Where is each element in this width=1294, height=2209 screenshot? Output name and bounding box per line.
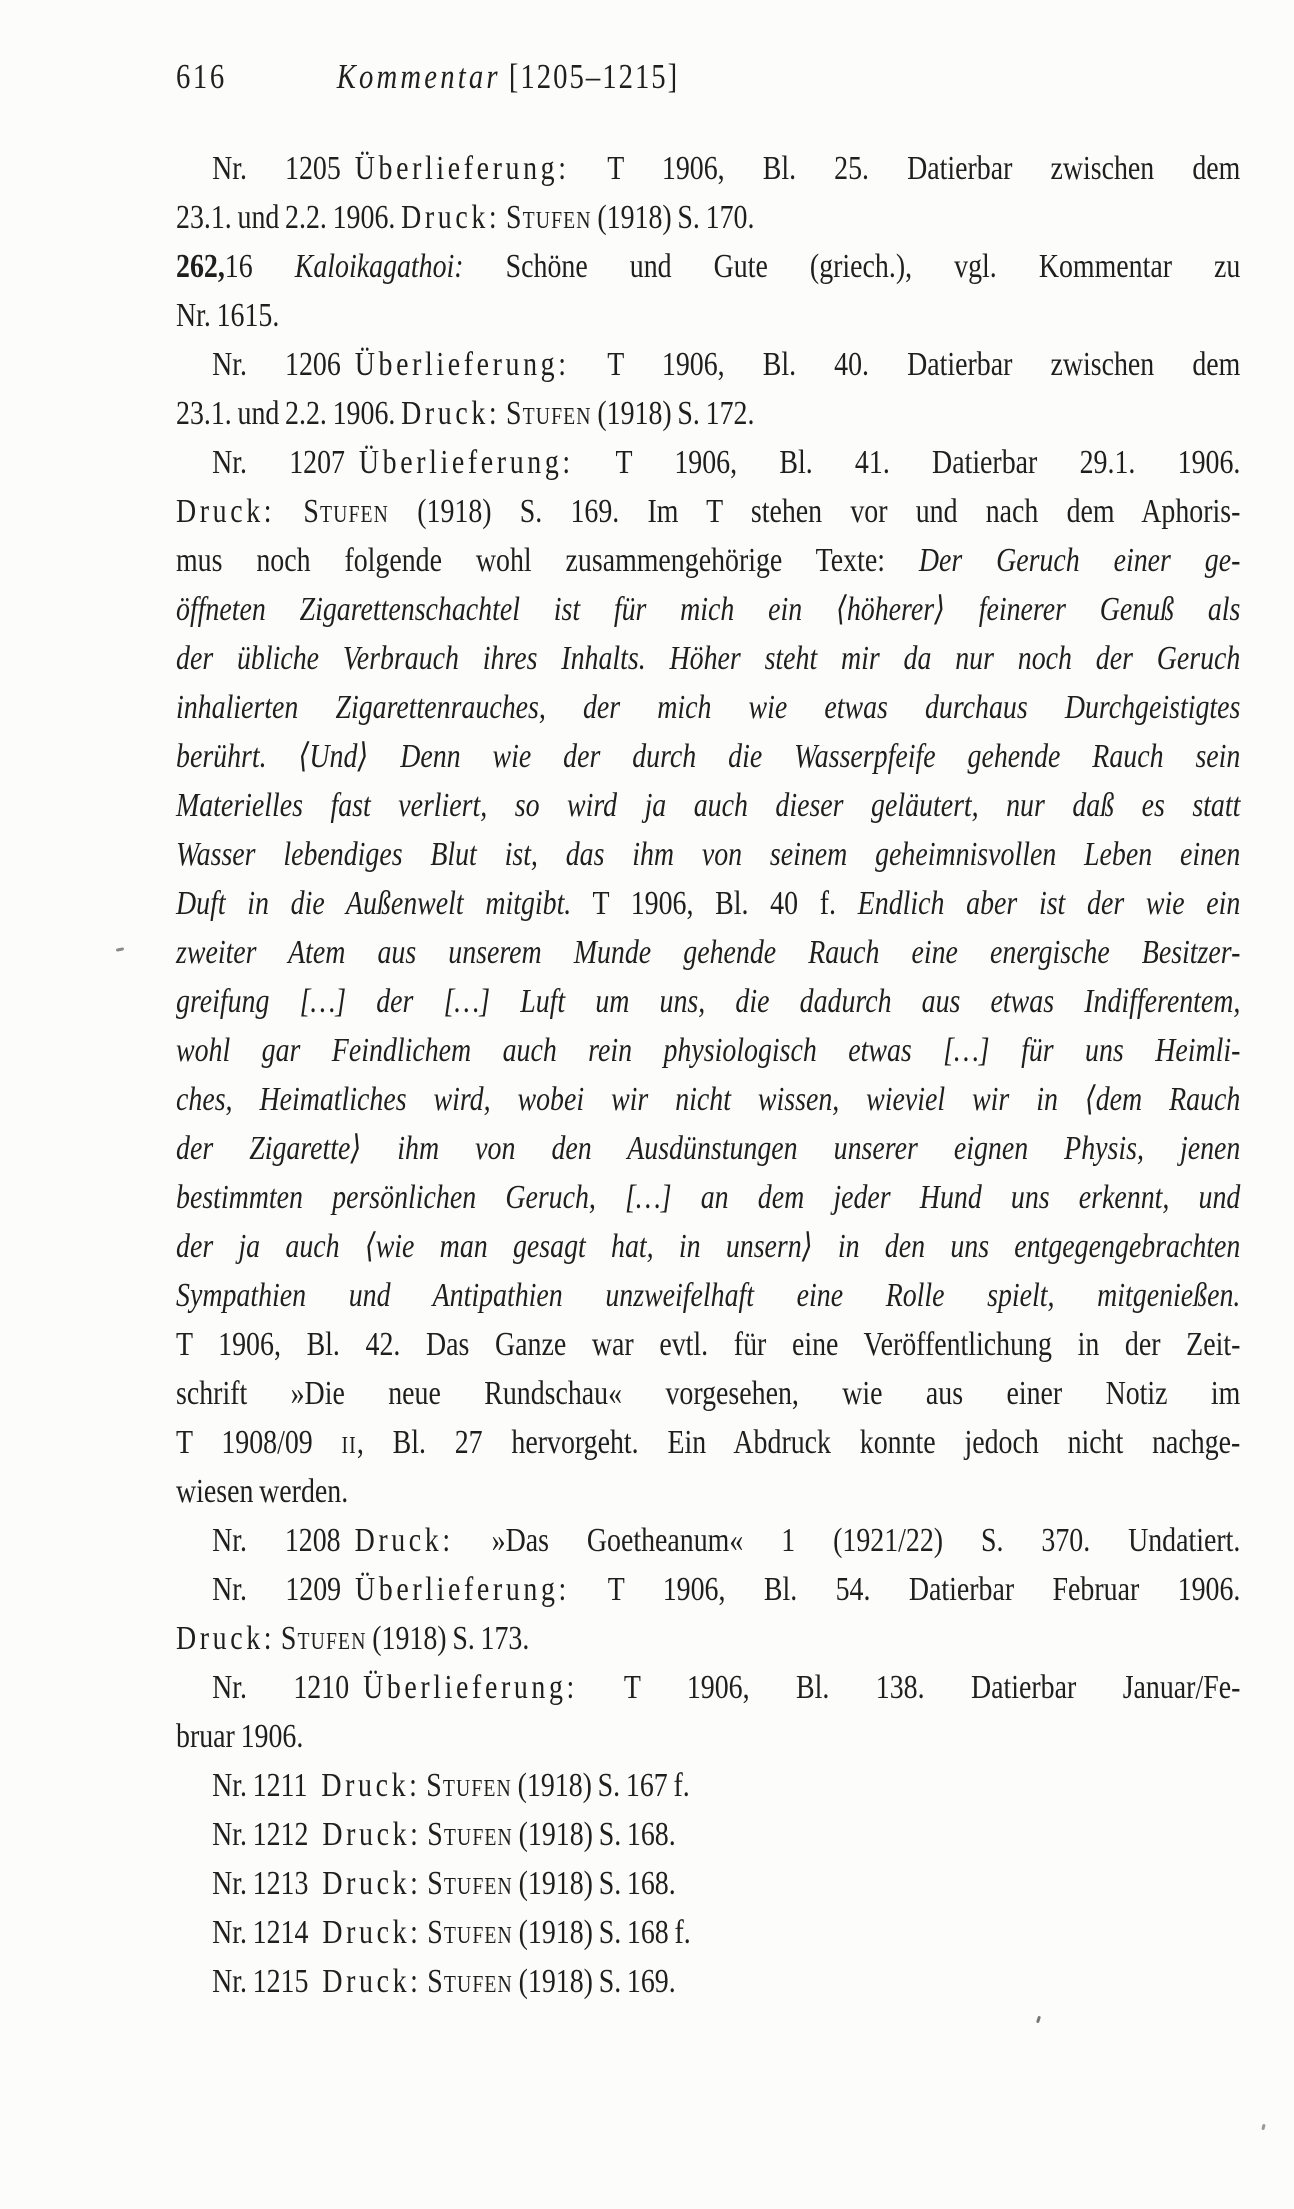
text-segment-g: Druck:: [176, 493, 276, 530]
text-segment-r: Nr. 1209: [212, 1571, 356, 1608]
text-segment-r: T 1906, Bl. 41. Datierbar 29.1. 1906.: [573, 444, 1241, 481]
text-segment-i: bestimmten persönlichen Geruch, […] an dem jeder Hund uns erkennt, und: [176, 1179, 1241, 1216]
text-segment-r: T 1906, Bl. 40 f.: [571, 885, 858, 922]
text-segment-g: Druck:: [401, 199, 501, 236]
text-line: [176, 340, 1240, 389]
text-segment-r: Nr. 1207: [212, 444, 359, 481]
scan-speck: [1036, 2016, 1041, 2024]
text-segment-i: der übliche Verbrauch ihres Inhalts. Höher steht mir da nur noch der Geruch: [176, 640, 1241, 677]
text-line: [176, 1467, 1240, 1516]
text-line: [176, 144, 1240, 193]
text-line: [176, 438, 1240, 487]
text-line: [176, 1614, 1240, 1663]
text-segment-i: ches, Heimatliches wird, wobei wir nicht wissen, wieviel wir in ⟨dem Rauch: [176, 1081, 1241, 1118]
text-segment-i: Der Geruch einer ge-: [918, 542, 1241, 579]
text-line: [176, 1026, 1240, 1075]
text-segment-i: berührt. ⟨Und⟩ Denn wie der durch die Wasserpfeife gehende Rauch sein: [176, 738, 1241, 775]
text-segment-i: der Zigarette⟩ ihm von den Ausdünstungen unserer eignen Physis, jenen: [176, 1130, 1241, 1167]
text-line: [176, 1222, 1240, 1271]
text-segment-r: 23.1. und 2.2. 1906.: [176, 199, 402, 236]
text-line: [176, 585, 1240, 634]
text-line: [176, 1761, 1240, 1810]
text-segment-i: greifung […] der […] Luft um uns, die dadurch aus etwas Indifferentem,: [176, 983, 1241, 1020]
text-segment-i: wohl gar Feindlichem auch rein physiologisch etwas […] für uns Heimli-: [176, 1032, 1241, 1069]
scan-speck: [1261, 2124, 1265, 2131]
text-line: [176, 1418, 1240, 1467]
text-segment-sc: Stufen: [426, 1767, 512, 1804]
text-segment-g: Überlieferung:: [363, 1669, 578, 1706]
text-segment-r: T 1906, Bl. 25. Datierbar zwischen dem: [569, 150, 1241, 187]
text-segment-i: Materielles fast verliert, so wird ja auch dieser geläutert, nur daß es statt: [176, 787, 1241, 824]
text-segment-r: Nr. 1615.: [176, 297, 280, 334]
text-segment-r: (1918) S. 168 f.: [512, 1914, 691, 1951]
text-segment-i: Kaloikagathoi:: [294, 248, 464, 285]
text-segment-r: Nr. 1213: [212, 1865, 323, 1902]
text-segment-r: Nr. 1208: [212, 1522, 355, 1559]
text-segment-r: , Bl. 27 hervorgeht. Ein Abdruck konnte jedoch nicht nachge-: [356, 1424, 1241, 1461]
text-line: [176, 781, 1240, 830]
text-segment-i: öffneten Zigarettenschachtel ist für mich ein ⟨höherer⟩ feinerer Genuß als: [176, 591, 1241, 628]
text-line: [176, 732, 1240, 781]
text-line: [176, 242, 1240, 291]
text-line: [176, 1908, 1240, 1957]
text-segment-g: Druck:: [322, 1963, 422, 2000]
text-line: [176, 1516, 1240, 1565]
text-segment-r: (1918) S. 169. Im T stehen vor und nach dem Aphoris-: [389, 493, 1241, 530]
text-line: [176, 487, 1240, 536]
running-head: [176, 52, 1240, 101]
text-segment-r: T 1908/09: [176, 1424, 342, 1461]
text-segment-i: Duft in die Außenwelt mitgibt.: [176, 885, 572, 922]
page-number: 616: [176, 57, 227, 96]
text-segment-i: Endlich aber ist der wie ein: [857, 885, 1241, 922]
text-segment-r: 16: [224, 248, 295, 285]
text-segment-r: Nr. 1214: [212, 1914, 323, 1951]
text-segment-r: mus noch folgende wohl zusammengehörige Texte:: [176, 542, 919, 579]
text-segment-sc: Stufen: [427, 1914, 513, 1951]
text-line: [176, 977, 1240, 1026]
text-line: [176, 1565, 1240, 1614]
text-line: [176, 291, 1240, 340]
text-line: [176, 634, 1240, 683]
text-segment-r: Nr. 1215: [212, 1963, 323, 2000]
text-line: [176, 1957, 1240, 2006]
text-line: [176, 1663, 1240, 1712]
running-head-range: [1205–1215]: [508, 57, 680, 96]
text-segment-r: bruar 1906.: [176, 1718, 304, 1755]
text-segment-r: T 1906, Bl. 42. Das Ganze war evtl. für eine Veröffentlichung in der Zeit-: [176, 1326, 1241, 1363]
text-segment-r: (1918) S. 173.: [366, 1620, 530, 1657]
text-segment-r: T 1906, Bl. 54. Datierbar Februar 1906.: [569, 1571, 1241, 1608]
text-segment-r: (1918) S. 168.: [512, 1865, 676, 1902]
text-line: [176, 1810, 1240, 1859]
text-line: [176, 1124, 1240, 1173]
text-segment-sc: Stufen: [427, 1963, 513, 2000]
text-segment-i: inhalierten Zigarettenrauches, der mich wie etwas durchaus Durchgeistigtes: [176, 689, 1241, 726]
scan-speck: [116, 947, 124, 952]
text-line: [176, 879, 1240, 928]
text-segment-i: zweiter Atem aus unserem Munde gehende Rauch eine energische Besitzer-: [176, 934, 1241, 971]
text-line: [176, 1271, 1240, 1320]
text-segment-r: wiesen werden.: [176, 1473, 349, 1510]
text-segment-r: (1918) S. 172.: [591, 395, 755, 432]
text-segment-g: Überlieferung:: [355, 1571, 570, 1608]
text-segment-g: Überlieferung:: [358, 444, 574, 481]
text-segment-g: Überlieferung:: [354, 150, 570, 187]
text-segment-r: 23.1. und 2.2. 1906.: [176, 395, 402, 432]
text-line: [176, 1712, 1240, 1761]
text-segment-g: Druck:: [322, 1865, 422, 1902]
text-segment-g: Druck:: [322, 1816, 422, 1853]
text-segment-g: Druck:: [322, 1914, 422, 1951]
text-line: [176, 389, 1240, 438]
text-line: [176, 536, 1240, 585]
text-segment-r: T 1906, Bl. 40. Datierbar zwischen dem: [569, 346, 1241, 383]
text-segment-g: Überlieferung:: [354, 346, 570, 383]
text-segment-g: Druck:: [321, 1767, 421, 1804]
text-segment-r: (1918) S. 167 f.: [511, 1767, 690, 1804]
text-segment-sc: Stufen: [505, 199, 592, 236]
text-segment-r: [275, 493, 303, 530]
text-line: [176, 1075, 1240, 1124]
text-segment-i: Sympathien und Antipathien unzweifelhaft eine Rolle spielt, mitgenießen.: [176, 1277, 1241, 1314]
text-segment-sc: Stufen: [427, 1865, 513, 1902]
text-segment-r: Nr. 1212: [212, 1816, 323, 1853]
text-segment-r: (1918) S. 170.: [591, 199, 755, 236]
text-segment-sc: Stufen: [280, 1620, 367, 1657]
text-segment-i: der ja auch ⟨wie man gesagt hat, in unsern⟩ in den uns entgegengebrachten: [176, 1228, 1241, 1265]
text-segment-sc: Stufen: [427, 1816, 513, 1853]
text-segment-r: (1918) S. 169.: [512, 1963, 676, 2000]
text-segment-r: Nr. 1211: [212, 1767, 322, 1804]
text-segment-r: Nr. 1210: [212, 1669, 364, 1706]
text-line: [176, 683, 1240, 732]
text-line: [176, 1173, 1240, 1222]
text-segment-r: schrift »Die neue Rundschau« vorgesehen, wie aus einer Notiz im: [176, 1375, 1241, 1412]
text-segment-g: Druck:: [176, 1620, 276, 1657]
text-line: [176, 1369, 1240, 1418]
text-segment-r: T 1906, Bl. 138. Datierbar Januar/Fe-: [577, 1669, 1241, 1706]
text-line: [176, 928, 1240, 977]
text-line: [176, 830, 1240, 879]
text-segment-b: 262,: [176, 248, 225, 285]
text-segment-r: Schöne und Gute (griech.), vgl. Kommentar zu: [463, 248, 1241, 285]
body-lines: [176, 144, 1240, 2006]
text-segment-i: Wasser lebendiges Blut ist, das ihm von seinem geheimnisvollen Leben einen: [176, 836, 1241, 873]
text-segment-g: Druck:: [354, 1522, 454, 1559]
text-segment-r: Nr. 1206: [212, 346, 355, 383]
text-segment-r: Nr. 1205: [212, 150, 355, 187]
text-segment-sc: ii: [341, 1424, 357, 1461]
text-segment-r: »Das Goetheanum« 1 (1921/22) S. 370. Undatiert.: [453, 1522, 1241, 1559]
running-head-word: Kommentar: [336, 57, 501, 96]
text-segment-sc: Stufen: [303, 493, 390, 530]
running-head-title: [337, 52, 680, 101]
text-segment-r: (1918) S. 168.: [512, 1816, 676, 1853]
text-line: [176, 193, 1240, 242]
text-segment-g: Druck:: [401, 395, 501, 432]
text-line: [176, 1320, 1240, 1369]
text-line: [176, 1859, 1240, 1908]
text-segment-sc: Stufen: [505, 395, 592, 432]
